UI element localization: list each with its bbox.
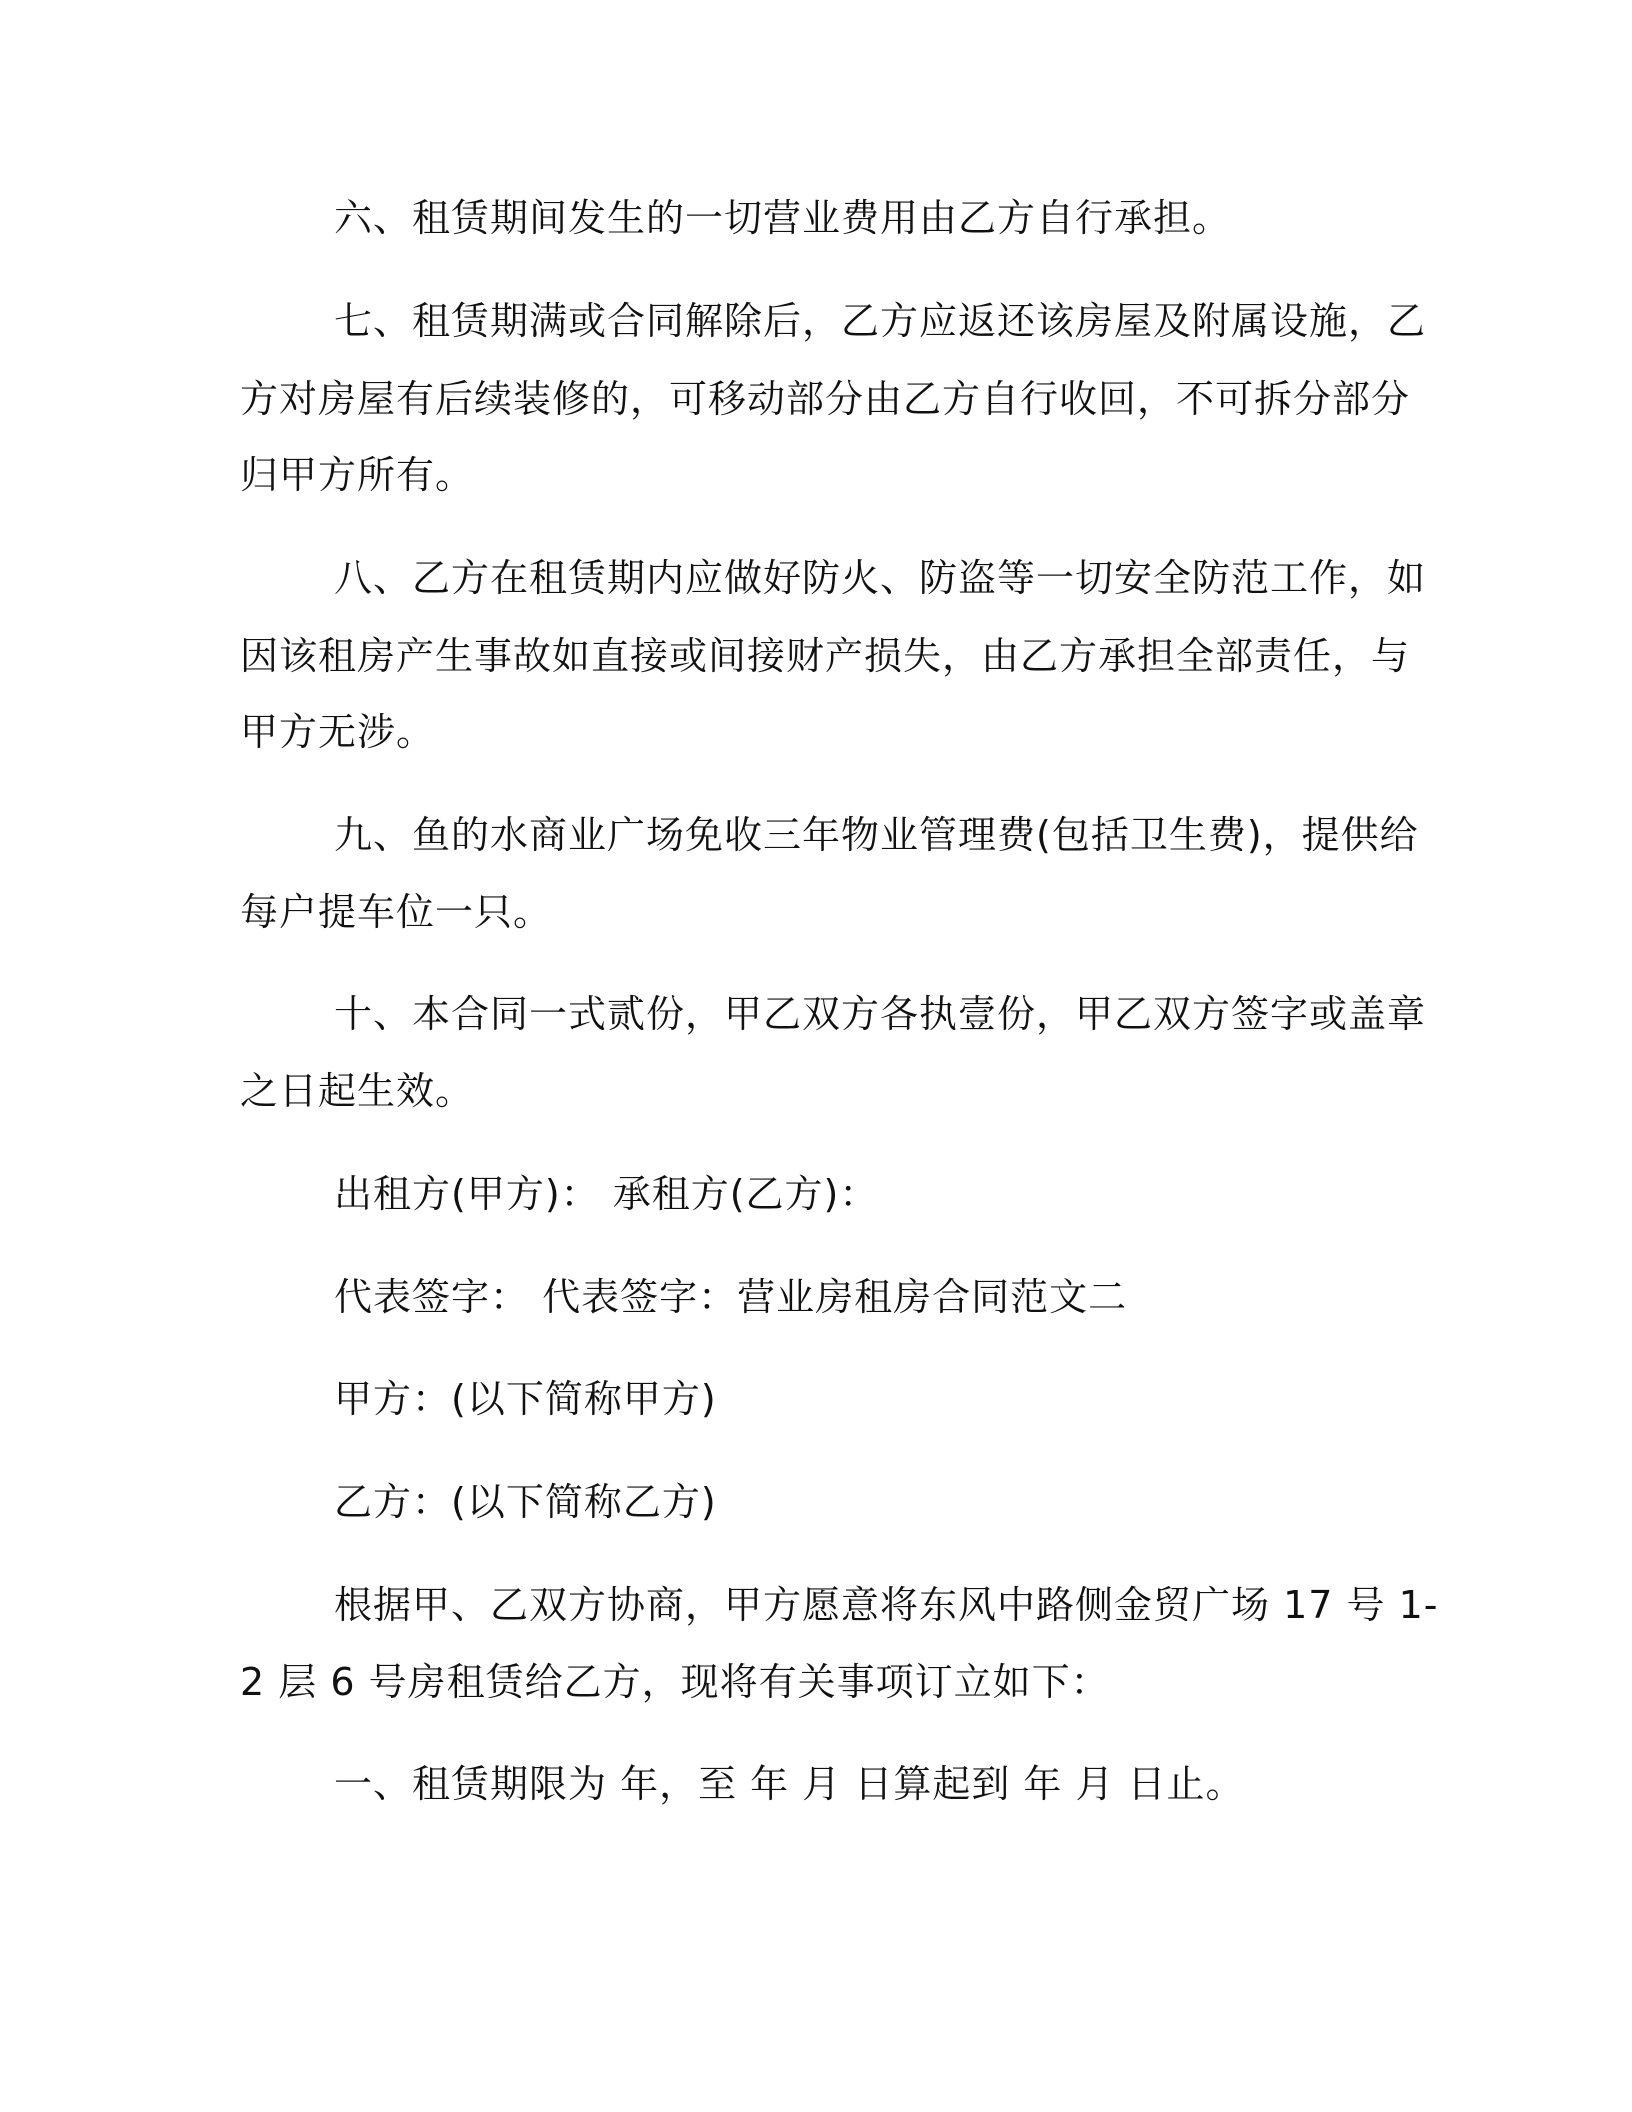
clause-9-line-1: 九、鱼的水商业广场免收三年物业管理费(包括卫生费)，提供给 — [334, 813, 1419, 857]
clause-10-line-2: 之日起生效。 — [240, 1069, 475, 1113]
clause-8-line-1: 八、乙方在租赁期内应做好防火、防盗等一切安全防范工作，如 — [334, 556, 1427, 600]
representative-signature-line: 代表签字： 代表签字：营业房租房合同范文二 — [334, 1275, 1128, 1319]
clause-7-line-2: 方对房屋有后续装修的，可移动部分由乙方自行收回，不可拆分部分 — [240, 377, 1411, 421]
clause-8-line-3: 甲方无涉。 — [240, 710, 436, 754]
clause-8-line-2: 因该租房产生事故如直接或间接财产损失，由乙方承担全部责任，与 — [240, 634, 1411, 678]
clause-7-line-3: 归甲方所有。 — [240, 453, 475, 497]
clause-6-line-1: 六、租赁期间发生的一切营业费用由乙方自行承担。 — [334, 196, 1232, 240]
signature-parties-line: 出租方(甲方)： 承租方(乙方)： — [334, 1172, 879, 1216]
clause-10-line-1: 十、本合同一式贰份，甲乙双方各执壹份，甲乙双方签字或盖章 — [334, 992, 1427, 1036]
clause-1-line-1: 一、租赁期限为 年，至 年 月 日算起到 年 月 日止。 — [334, 1762, 1245, 1806]
clause-7-line-1: 七、租赁期满或合同解除后，乙方应返还该房屋及附属设施，乙 — [334, 299, 1427, 343]
clause-9-line-2: 每户提车位一只。 — [240, 890, 553, 934]
agreement-intro-line-2: 2 层 6 号房租赁给乙方，现将有关事项订立如下： — [240, 1660, 1110, 1704]
agreement-intro-line-1: 根据甲、乙双方协商，甲方愿意将东风中路侧金贸广场 17 号 1- — [334, 1583, 1439, 1627]
party-a-line: 甲方：(以下简称甲方) — [334, 1377, 717, 1421]
party-b-line: 乙方：(以下简称乙方) — [334, 1480, 717, 1524]
